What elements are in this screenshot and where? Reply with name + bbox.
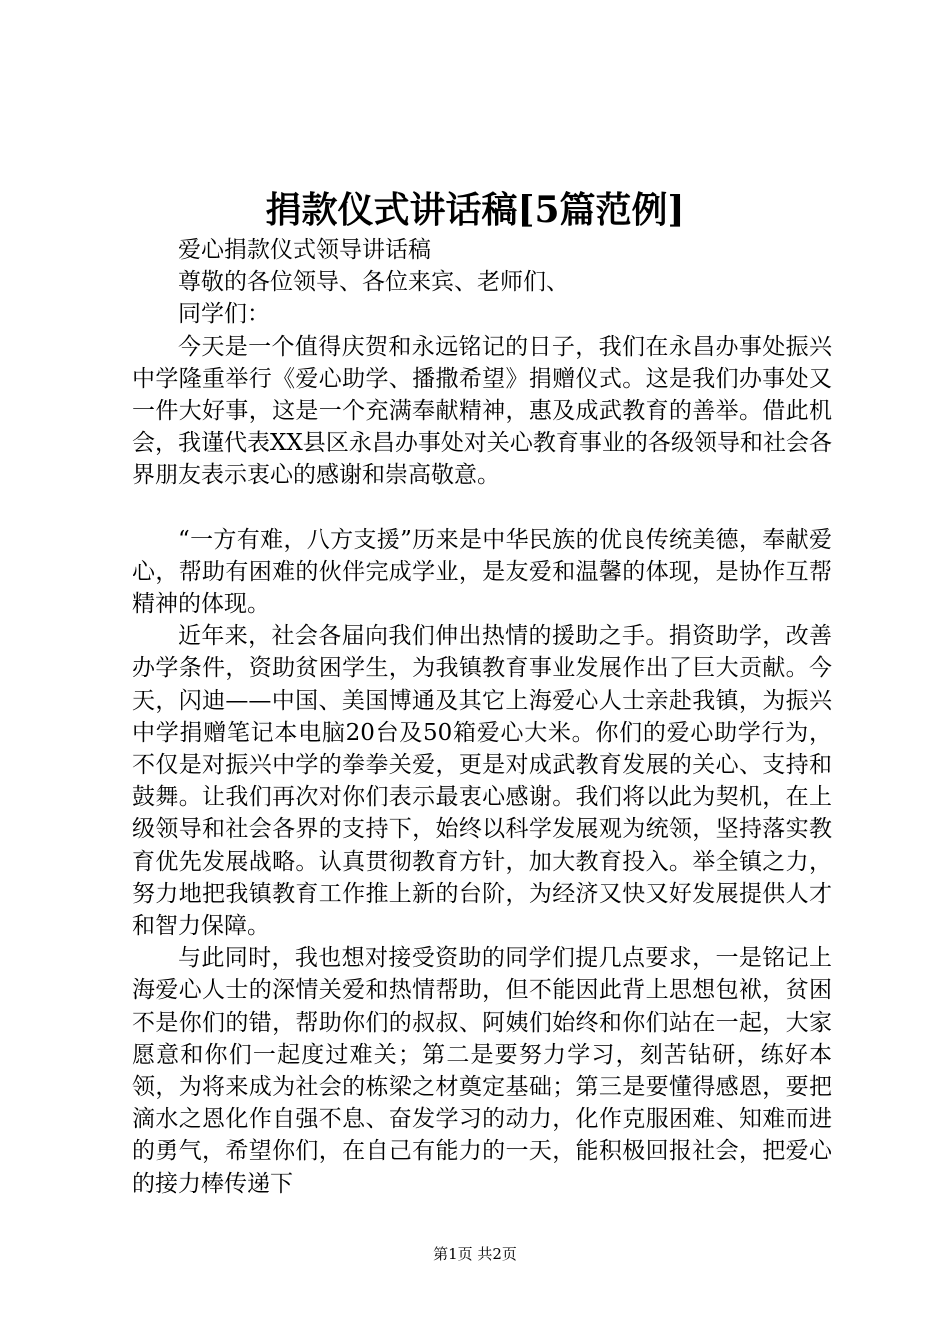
document-title: 捐款仪式讲话稿[5篇范例] <box>265 189 685 231</box>
paragraph-heading: 爱心捐款仪式领导讲话稿 <box>178 237 431 263</box>
page-footer: 第1页 共2页 <box>433 1245 517 1263</box>
paragraph-1: 今天是一个值得庆贺和永远铭记的日子，我们在永昌办事处振兴中学隆重举行《爱心助学、播撒希望》捐赠仪式。这是我们办事处又一件大好事，这是一个充满奉献精神，惠及成武教育的善举。借此机会，我谨代表XX县区永昌办事处对关心教育事业的各级领导和社会各界朋友表示衷心的感谢和崇高敬意。 <box>132 333 832 489</box>
paragraph-2: “一方有难，八方支援”历来是中华民族的优良传统美德，奉献爱心，帮助有困难的伙伴完成学业，是友爱和温馨的体现，是协作互帮精神的体现。 <box>132 526 832 618</box>
document-body <box>132 234 832 1200</box>
paragraph-4: 与此同时，我也想对接受资助的同学们提几点要求，一是铭记上海爱心人士的深情关爱和热情帮助，但不能因此背上思想包袱，贫困不是你们的错，帮助你们的叔叔、阿姨们始终和你们站在一起，大家愿意和你们一起度过难关；第二是要努力学习，刻苦钻研，练好本领，为将来成为社会的栋梁之材奠定基础；第三是要懂得感恩，要把滴水之恩化作自强不息、奋发学习的动力，化作克服困难、知难而进的勇气，希望你们，在自己有能力的一天，能积极回报社会，把爱心的接力棒传递下 <box>132 945 832 1197</box>
paragraph-3: 近年来，社会各届向我们伸出热情的援助之手。捐资助学，改善办学条件，资助贫困学生，为我镇教育事业发展作出了巨大贡献。今天，闪迪——中国、美国博通及其它上海爱心人士亲赴我镇，为振兴中学捐赠笔记本电脑20台及50箱爱心大米。你们的爱心助学行为，不仅是对振兴中学的拳拳关爱，更是对成武教育发展的关心、支持和鼓舞。让我们再次对你们表示最衷心感谢。我们将以此为契机，在上级领导和社会各界的支持下，始终以科学发展观为统领，坚持落实教育优先发展战略。认真贯彻教育方针，加大教育投入。举全镇之力，努力地把我镇教育工作推上新的台阶，为经济又快又好发展提供人才和智力保障。 <box>132 623 832 940</box>
paragraph-salutation: 尊敬的各位领导、各位来宾、老师们、 <box>178 269 569 296</box>
paragraph-salutation-cont: 同学们： <box>178 301 270 328</box>
